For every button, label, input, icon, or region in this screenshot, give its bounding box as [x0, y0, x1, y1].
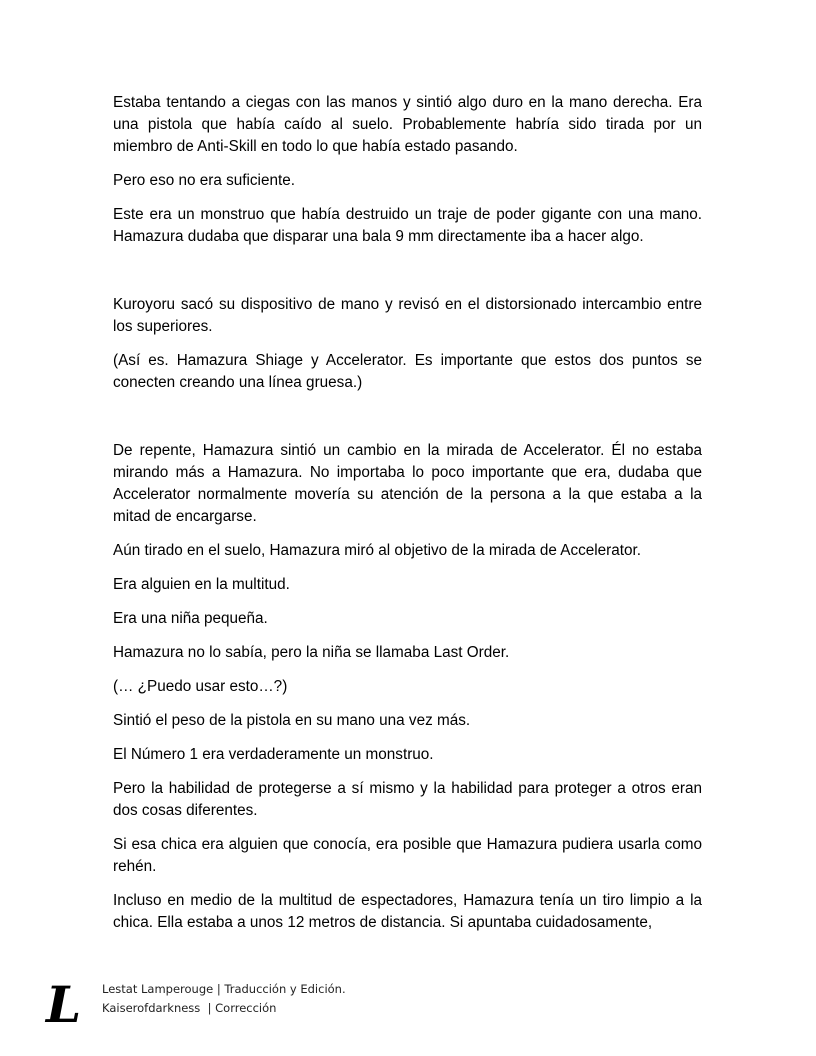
paragraph: Hamazura no lo sabía, pero la niña se llamaba Last Order. — [113, 644, 510, 661]
gothic-l-logo-icon — [44, 980, 84, 1028]
paragraph: Aún tirado en el suelo, Hamazura miró al objetivo de la mirada de Accelerator. — [113, 542, 642, 559]
section-break — [113, 260, 702, 294]
paragraph: El Número 1 era verdaderamente un monstruo. — [113, 746, 434, 763]
logo-letter: L — [46, 980, 82, 1028]
paragraph: Kuroyoru sacó su dispositivo de mano y revisó en el distorsionado intercambio entre los superiores. — [113, 296, 702, 335]
paragraph: Incluso en medio de la multitud de espectadores, Hamazura tenía un tiro limpio a la chica. Ella estaba a unos 12 metros de distancia. Si apuntaba cuidadosamente, — [113, 892, 702, 931]
credit-translation: Lestat Lamperouge | Traducción y Edición. — [102, 982, 346, 996]
section-break — [113, 406, 702, 440]
page-footer — [44, 980, 544, 1030]
paragraph: (Así es. Hamazura Shiage y Accelerator. Es importante que estos dos puntos se conecten creando una línea gruesa.) — [113, 352, 702, 391]
page-body — [113, 92, 702, 946]
paragraph: (… ¿Puedo usar esto…?) — [113, 678, 288, 695]
paragraph: Este era un monstruo que había destruido un traje de poder gigante con una mano. Hamazura dudaba que disparar una bala 9 mm directamente iba a hacer algo. — [113, 206, 702, 245]
credits — [102, 980, 346, 1018]
paragraph: Pero eso no era suficiente. — [113, 172, 295, 189]
credit-correction: Kaiserofdarkness | Corrección — [102, 1001, 277, 1015]
paragraph: De repente, Hamazura sintió un cambio en la mirada de Accelerator. Él no estaba mirando más a Hamazura. No importaba lo poco importante que era, dudaba que Accelerator normalmente movería su atención de la persona a la que estaba a la mitad de encargarse. — [113, 442, 702, 525]
paragraph: Sintió el peso de la pistola en su mano una vez más. — [113, 712, 471, 729]
paragraph: Estaba tentando a ciegas con las manos y sintió algo duro en la mano derecha. Era una pistola que había caído al suelo. Probablemente habría sido tirada por un miembro de Anti-Skill en todo lo que había estado pasando. — [113, 94, 702, 155]
paragraph: Pero la habilidad de protegerse a sí mismo y la habilidad para proteger a otros eran dos cosas diferentes. — [113, 780, 702, 819]
paragraph: Si esa chica era alguien que conocía, era posible que Hamazura pudiera usarla como rehén. — [113, 836, 702, 875]
paragraph: Era una niña pequeña. — [113, 610, 268, 627]
paragraph: Era alguien en la multitud. — [113, 576, 290, 593]
